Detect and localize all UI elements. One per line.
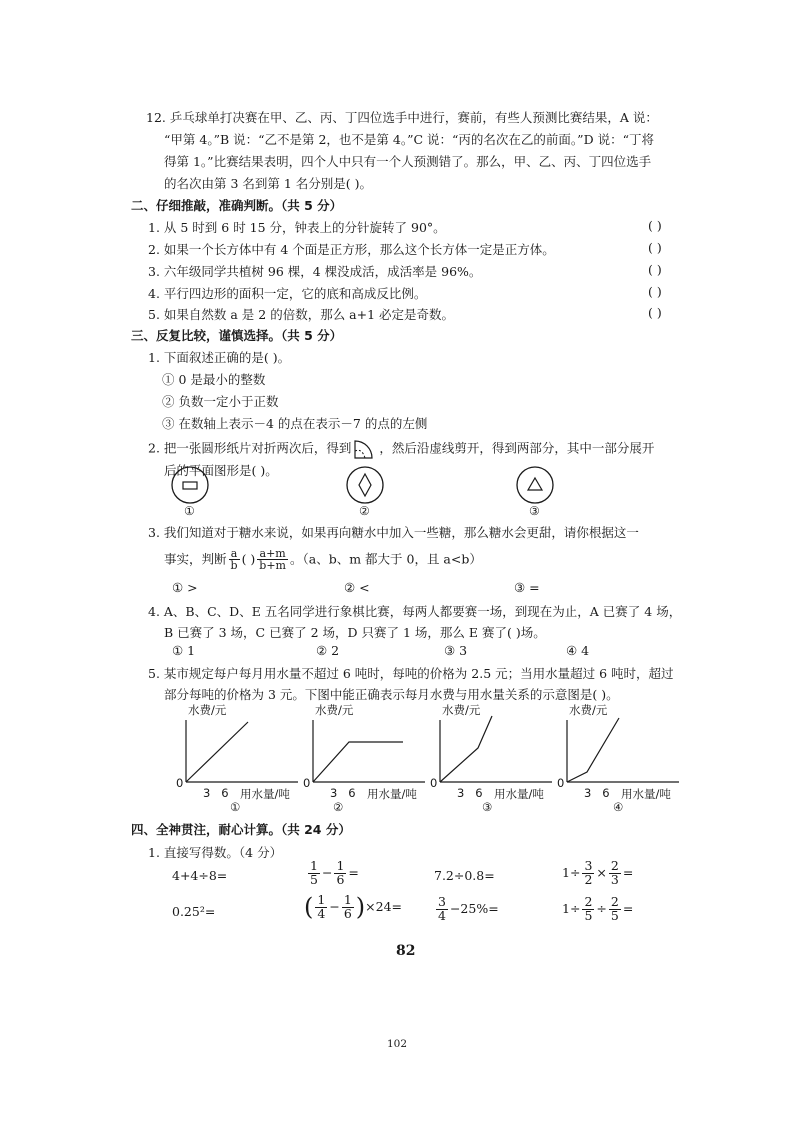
section2-title: 二、仔细推敲，准确判断。（共 5 分） [131,198,343,213]
operator: − [321,864,333,880]
calc-item-5[interactable]: 0.25²= [172,904,216,919]
fraction-numerator: 2 [610,858,619,873]
judge-answer-2[interactable]: ( ) [648,240,662,255]
graph-2-number: ② [333,800,344,814]
choice-q4-option-4[interactable]: ④ 4 [566,643,590,658]
equals-sign: = [622,900,634,916]
graph-3-number: ③ [482,800,493,814]
graph-1-number: ① [230,800,241,814]
q12-line2: “甲第 4。”B 说：“乙不是第 2，也不是第 4。”C 说：“丙的名次在乙的前面。”D 说：“丁将 [164,132,654,147]
right-paren: ) [355,893,366,921]
graph-1-ticks: 3 6 [203,786,229,800]
judge-item-3: 3. 六年级同学共植树 96 棵，4 棵没成活，成活率是 96%。 [148,264,482,279]
calc-item-1[interactable]: 4+4÷8= [172,868,228,883]
calc-item-3[interactable]: 7.2÷0.8= [434,868,495,883]
left-paren: ( [304,893,314,921]
judge-answer-1[interactable]: ( ) [648,218,662,233]
graph-option-4[interactable] [557,702,682,816]
fraction-denominator: 6 [343,905,352,921]
fraction-a-over-b [229,548,240,571]
choice-q3-option-1[interactable]: ① > [172,580,198,595]
choice-q1-option-2[interactable]: ② 负数一定小于正数 [162,394,279,409]
graph-4-xlabel: 用水量/吨 [621,787,671,801]
prefix: 1÷ [562,900,581,916]
footer-page-number: 102 [387,1038,408,1050]
judge-answer-3[interactable]: ( ) [648,262,662,277]
page-number: 82 [396,943,416,959]
graph-2-ticks: 3 6 [330,786,356,800]
fraction-numerator: a [229,548,240,560]
equals-sign: = [622,864,634,880]
choice-q2-line1-b: ，然后沿虚线剪开，得到两部分，其中一部分展开 [379,440,655,456]
fraction-denominator: 3 [610,871,619,887]
folded-paper-figure [352,438,378,460]
choice-q2-line2: 后的平面图形是( )。 [164,463,278,478]
fraction-denominator: 5 [584,907,593,923]
operator: ÷ [596,900,607,916]
option-3-shape-figure[interactable] [515,465,555,505]
choice-q3-option-2[interactable]: ② < [344,580,370,595]
choice-q1-option-3[interactable]: ③ 在数轴上表示－4 的点在表示－7 的点的左侧 [162,416,428,431]
choice-q3-option-3[interactable]: ③ = [514,580,540,595]
graph-2-ylabel: 水费/元 [315,703,354,717]
graph-1-xlabel: 用水量/吨 [240,787,290,801]
graph-option-2[interactable] [303,702,428,816]
graph-2-xlabel: 用水量/吨 [367,787,417,801]
calc-item-2[interactable] [306,860,359,886]
graph-1-origin: 0 [176,776,184,790]
equals-sign: = [348,864,359,880]
calc-item-6[interactable] [304,894,402,920]
graph-4-ticks: 3 6 [584,786,610,800]
choice-q1-stem: 1. 下面叙述正确的是( )。 [148,350,291,365]
option-2-label: ② [359,504,370,518]
judge-answer-4[interactable]: ( ) [648,284,662,299]
choice-q2-line1-a: 2. 把一张圆形纸片对折两次后，得到 [148,440,352,456]
fraction-numerator: 2 [610,894,619,909]
fraction-numerator: 1 [336,858,345,873]
choice-q3-line2-b: 。（a、b、m 都大于 0，且 a<b） [290,551,482,567]
fraction-numerator: a+m [257,548,288,560]
q12-line3: 得第 1。”比赛结果表明，四个人中只有一个人预测错了。那么，甲、乙、丙、丁四位选手 [164,154,652,169]
choice-q3-line1: 3. 我们知道对于糖水来说，如果再向糖水中加入一些糖，那么糖水会更甜，请你根据这一 [148,525,639,540]
calc-item-7[interactable] [434,896,499,922]
calc-q1-title: 1. 直接写得数。（4 分） [148,845,283,860]
fraction-denominator: 5 [610,907,619,923]
choice-q1-option-1[interactable]: ① 0 是最小的整数 [162,372,266,387]
graph-4-origin: 0 [557,776,565,790]
calc-item-4[interactable] [562,860,633,886]
choice-q5-line1: 5. 某市规定每户每月用水量不超过 6 吨时，每吨的价格为 2.5 元；当用水量超过 6 吨时，超过 [148,666,674,681]
prefix: 1÷ [562,864,581,880]
fraction-numerator: 1 [310,858,318,873]
choice-q4-option-1[interactable]: ① 1 [172,643,196,658]
fraction-numerator: 1 [317,892,326,907]
choice-q3-line2 [164,548,482,571]
fraction-numerator: 1 [343,892,352,907]
graph-3-origin: 0 [430,776,438,790]
fraction-numerator: 2 [584,894,593,909]
choice-q3-line2-a: 事实，判断 [164,551,227,567]
fraction-am-over-bm [257,548,288,571]
choice-q5-line2: 部分每吨的价格为 3 元。下图中能正确表示每月水费与用水量关系的示意图是( )。 [164,687,619,702]
graph-3-xlabel: 用水量/吨 [494,787,544,801]
operator: × [596,864,607,880]
q12-line1: 12. 乒乓球单打决赛在甲、乙、丙、丁四位选手中进行，赛前，有些人预测比赛结果，A 说： [146,110,658,125]
choice-q3-answer-paren[interactable]: ( ) [241,551,256,567]
operator: − [329,898,340,914]
q12-line4: 的名次由第 3 名到第 1 名分别是( )。 [164,176,373,191]
option-3-label: ③ [529,504,540,518]
judge-item-1: 1. 从 5 时到 6 时 15 分，钟表上的分针旋转了 90°。 [148,220,446,235]
fraction-denominator: 2 [584,871,593,887]
graph-2-origin: 0 [303,776,311,790]
judge-item-2: 2. 如果一个长方体中有 4 个面是正方形，那么这个长方体一定是正方体。 [148,242,555,257]
choice-q2-line1 [148,438,654,460]
fraction-denominator: 4 [317,905,326,921]
fraction-denominator: b+m [259,559,286,572]
graph-option-3[interactable] [430,702,555,816]
section3-title: 三、反复比较，谨慎选择。（共 5 分） [131,328,343,343]
fraction-denominator: 6 [336,871,345,887]
graph-3-ylabel: 水费/元 [442,703,481,717]
option-1-label: ① [184,504,195,518]
fraction-numerator: 3 [584,858,593,873]
choice-q4-option-2[interactable]: ② 2 [316,643,340,658]
section4-title: 四、全神贯注，耐心计算。（共 24 分） [131,822,351,837]
choice-q4-line2: B 已赛了 3 场，C 已赛了 2 场，D 只赛了 1 场，那么 E 赛了( )场。 [164,625,546,640]
suffix: −25%= [449,900,499,916]
graph-4-number: ④ [613,800,624,814]
graph-3-ticks: 3 6 [457,786,483,800]
option-1-shape-figure[interactable] [170,465,210,505]
fraction-denominator: 5 [310,871,318,887]
calc-item-8[interactable] [562,896,633,922]
fraction-denominator: b [230,559,238,572]
judge-item-5: 5. 如果自然数 a 是 2 的倍数，那么 a+1 必定是奇数。 [148,307,455,322]
graph-1-ylabel: 水费/元 [188,703,227,717]
graph-option-1[interactable] [176,702,301,816]
suffix: ×24= [365,898,402,914]
choice-q4-line1: 4. A、B、C、D、E 五名同学进行象棋比赛，每两人都要赛一场，到现在为止，A 已赛了 4 场， [148,604,682,619]
graph-4-ylabel: 水费/元 [569,703,608,717]
fraction-denominator: 4 [438,907,446,923]
fraction-numerator: 3 [438,894,446,909]
judge-item-4: 4. 平行四边形的面积一定，它的底和高成反比例。 [148,286,427,301]
option-2-shape-figure[interactable] [345,465,385,505]
judge-answer-5[interactable]: ( ) [648,305,662,320]
choice-q4-option-3[interactable]: ③ 3 [444,643,468,658]
